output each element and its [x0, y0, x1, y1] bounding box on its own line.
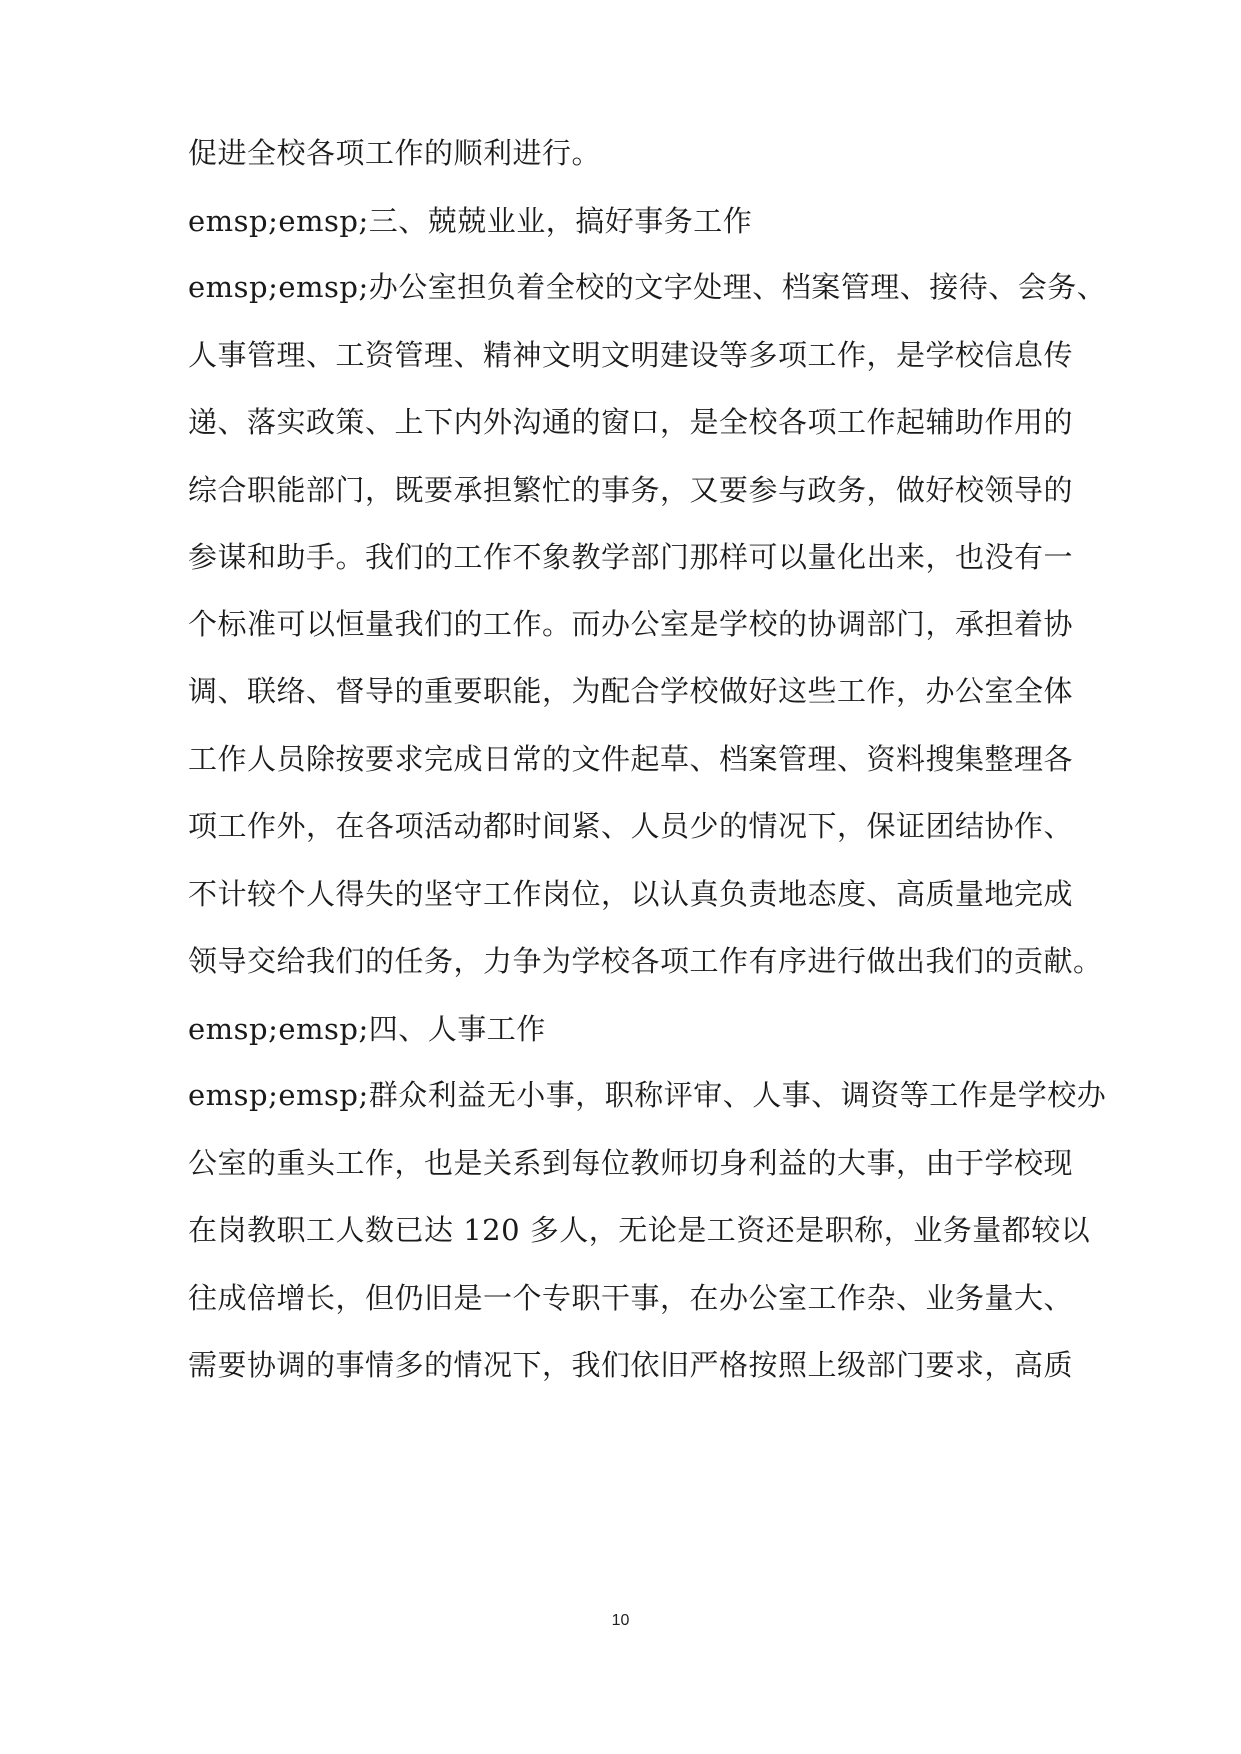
text-line: 个标准可以恒量我们的工作。而办公室是学校的协调部门，承担着协	[188, 607, 1074, 641]
section-heading: emsp;emsp;三、兢兢业业，搞好事务工作	[188, 204, 753, 238]
text-line: 工作人员除按要求完成日常的文件起草、档案管理、资料搜集整理各	[188, 742, 1074, 776]
page-number: 10	[611, 1612, 630, 1629]
text-line: 不计较个人得失的坚守工作岗位，以认真负责地态度、高质量地完成	[188, 877, 1074, 911]
text-line: 促进全校各项工作的顺利进行。	[188, 136, 602, 170]
text-line: 综合职能部门，既要承担繁忙的事务，又要参与政务，做好校领导的	[188, 473, 1074, 507]
text-line: emsp;emsp;群众利益无小事，职称评审、人事、调资等工作是学校办	[188, 1078, 1107, 1112]
text-line: 人事管理、工资管理、精神文明文明建设等多项工作，是学校信息传	[188, 338, 1074, 372]
text-line: 公室的重头工作，也是关系到每位教师切身利益的大事，由于学校现	[188, 1146, 1074, 1180]
section-heading: emsp;emsp;四、人事工作	[188, 1012, 546, 1046]
text-line: 在岗教职工人数已达 120 多人，无论是工资还是职称，业务量都较以	[188, 1213, 1091, 1247]
text-line: 参谋和助手。我们的工作不象教学部门那样可以量化出来，也没有一	[188, 540, 1074, 574]
text-line: 调、联络、督导的重要职能，为配合学校做好这些工作，办公室全体	[188, 674, 1074, 708]
text-line: 需要协调的事情多的情况下，我们依旧严格按照上级部门要求，高质	[188, 1348, 1074, 1382]
text-line: 领导交给我们的任务，力争为学校各项工作有序进行做出我们的贡献。	[188, 944, 1103, 978]
text-line: 递、落实政策、上下内外沟通的窗口，是全校各项工作起辅助作用的	[188, 405, 1074, 439]
text-line: emsp;emsp;办公室担负着全校的文字处理、档案管理、接待、会务、	[188, 270, 1107, 304]
text-line: 项工作外，在各项活动都时间紧、人员少的情况下，保证团结协作、	[188, 809, 1074, 843]
text-line: 往成倍增长，但仍旧是一个专职干事，在办公室工作杂、业务量大、	[188, 1281, 1074, 1315]
